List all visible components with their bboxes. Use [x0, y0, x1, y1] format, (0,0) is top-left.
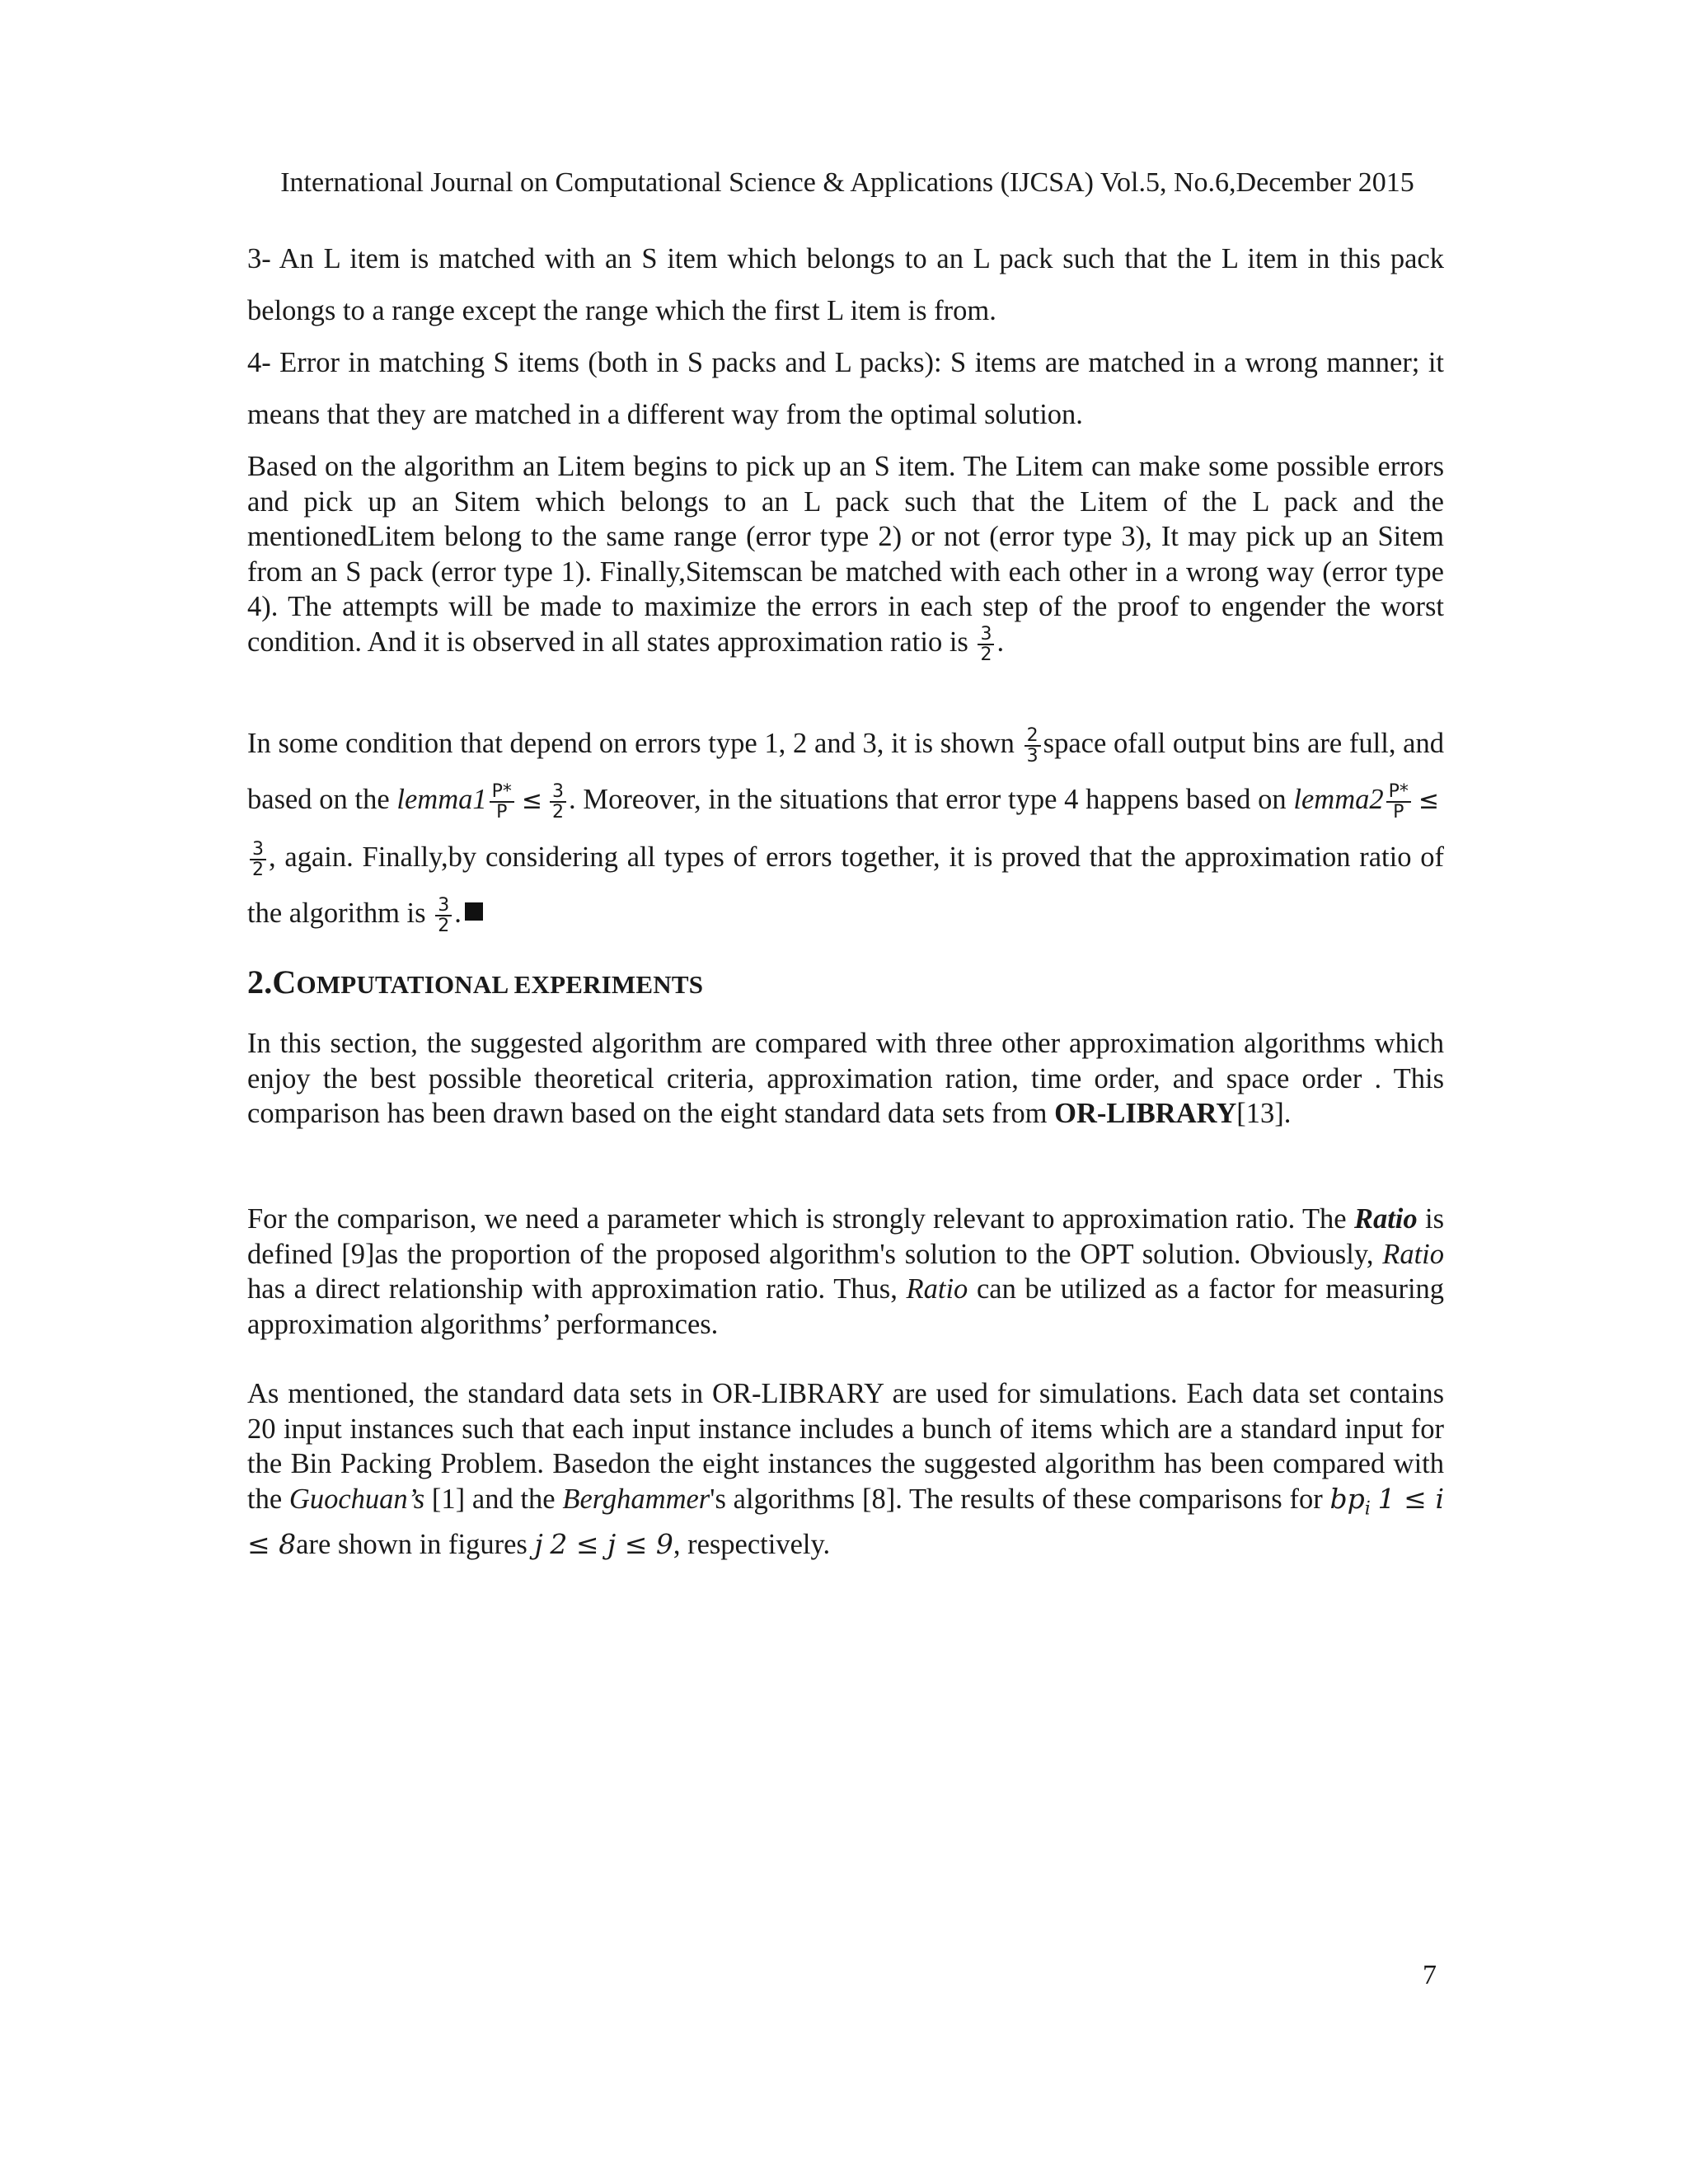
proof-text: Based on the algorithm an Litem begins to pick up an S item. The Litem can make some possible errors and pick up an Sitem which belongs to an L pack such that the Litem of the L pack and the mentionedLitem belong to the same range (error type 2) or not (error type 3), It may pick up an Sitem from an S pack (error type 1). Finally,Sitemscan be matched with each other in a wrong way (error type 4). The attempts will be made to maximize the errors in each step of the proof to engender the worst condition. And it is observed in all states approximation ratio is	[247, 451, 1444, 658]
fraction-three-halves: $\frac{3}{2}$	[435, 896, 452, 935]
lemma1-ref: lemma1	[396, 784, 487, 815]
experiments-paragraph-2: For the comparison, we need a parameter which is strongly relevant to approximation ratio. The Ratio is defined [9]as the proportion of the proposed algorithm's solution to the OPT solution. Obviously, Ratio has a direct relationship with approximation ratio. Thus, Ratio can be utilized as a factor for measuring approximation algorithms’ performances.	[247, 1203, 1445, 1340]
berghammer-ref: Berghammer	[562, 1483, 710, 1515]
error-item-4: 4- Error in matching S items (both in S packs and L packs): S items are matched in a wrong manner; it means that they are matched in a different way from the optimal solution.	[247, 347, 1444, 430]
experiments-paragraph-1: In this section, the suggested algorithm are compared with three other approximation algorithms which enjoy the best possible theoretical criteria, approximation ration, time order, and space order . This comparison has been drawn based on the eight standard data sets from OR-LIBRARY[13].	[247, 1028, 1444, 1129]
experiments-paragraph-3: As mentioned, the standard data sets in OR-LIBRARY are used for simulations. Each data set contains 20 input instances such that each input instance includes a bunch of items which are a standard input for the Bin Packing Problem. Basedon the eight instances the suggested algorithm has been compared with the Guochuan’s [1] and the Berghammer's algorithms [8]. The results of these comparisons for $bp_i$ 1 ≤ i ≤ 8are shown in figures j 2 ≤ j ≤ 9, respectively.	[247, 1378, 1445, 1560]
fraction-three-halves: $\frac{3}{2}$	[978, 625, 994, 664]
page-number: 7	[1423, 1960, 1437, 1990]
or-library-bold: OR-LIBRARY	[1054, 1098, 1237, 1129]
guochuan-ref: Guochuan’s	[288, 1483, 425, 1515]
ratio-term: Ratio	[1353, 1203, 1418, 1235]
qed-square-icon	[465, 902, 483, 921]
proof-paragraph-1: Based on the algorithm an Litem begins to pick up an S item. The Litem can make some possible errors and pick up an Sitem which belongs to an L pack such that the Litem of the L pack and the mentionedLitem belong to the same range (error type 2) or not (error type 3), It may pick up an Sitem from an S pack (error type 1). Finally,Sitemscan be matched with each other in a wrong way (error type 4). The attempts will be made to maximize the errors in each step of the proof to engender the worst condition. And it is observed in all states approximation ratio is $\frac{3}{2}$ .	[247, 451, 1444, 665]
error-list	[247, 233, 1444, 441]
error-item-3: 3- An L item is matched with an S item which belongs to an L pack such that the L item in this pack belongs to a range except the range which the first L item is from.	[247, 243, 1444, 326]
fraction-pstar-over-p: $\frac{P*}{P}$	[490, 782, 514, 822]
running-header: International Journal on Computational Science & Applications (IJCSA) Vol.5, No.6,December 2015	[280, 167, 1414, 198]
fraction-pstar-over-p: $\frac{P*}{P}$	[1386, 782, 1411, 822]
proof-paragraph-2: In some condition that depend on errors type 1, 2 and 3, it is shown $\frac{2}{3}$ space ofall output bins are full, and based on the lemma1 $\frac{P*}{P}$ ≤ $\frac{3}{2}$ . Moreover, in the situations that error type 4 happens based on lemma2 $\frac{P*}{P}$ ≤ $\frac{3}{2}$ , again. Finally,by considering all types of errors together, it is proved that the approximation ratio of the algorithm is $\frac{3}{2}$ .	[247, 724, 1444, 937]
lemma2-ref: lemma2	[1293, 784, 1384, 815]
section-heading: 2.COMPUTATIONAL EXPERIMENTS	[247, 963, 704, 1001]
fraction-three-halves: $\frac{3}{2}$	[250, 840, 266, 879]
fraction-three-halves: $\frac{3}{2}$	[550, 782, 566, 822]
fraction-two-thirds: $\frac{2}{3}$	[1025, 726, 1041, 766]
